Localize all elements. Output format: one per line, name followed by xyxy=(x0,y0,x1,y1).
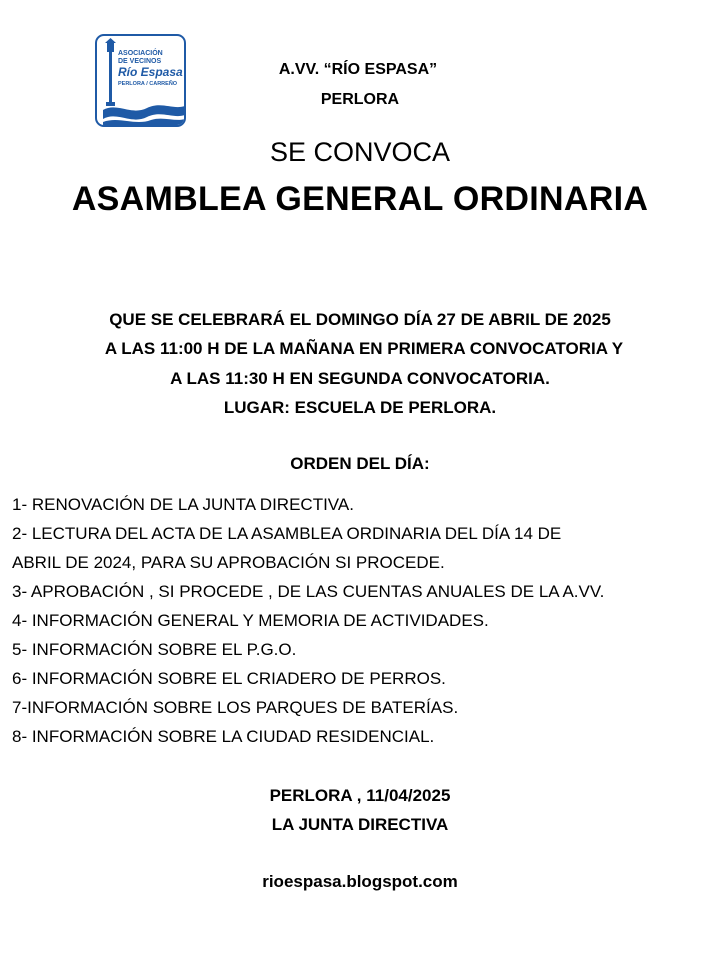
logo-text-line-1: ASOCIACIÓN xyxy=(118,50,163,57)
agenda-item: 7-INFORMACIÓN SOBRE LOS PARQUES DE BATERÍAS. xyxy=(12,698,459,717)
logo-text-line-2: DE VECINOS xyxy=(118,58,162,65)
detail-date: QUE SE CELEBRARÁ EL DOMINGO DÍA 27 DE ABRIL DE 2025 xyxy=(109,310,611,329)
agenda-item: 2- LECTURA DEL ACTA DE LA ASAMBLEA ORDINARIA DEL DÍA 14 DE xyxy=(12,524,562,543)
website-link[interactable]: rioespasa.blogspot.com xyxy=(262,872,458,891)
agenda-item: 1- RENOVACIÓN DE LA JUNTA DIRECTIVA. xyxy=(12,495,354,514)
signature-place-date: PERLORA , 11/04/2025 xyxy=(269,786,451,805)
logo-text-name: Río Espasa xyxy=(118,65,183,79)
association-logo xyxy=(95,34,186,127)
agenda-item: 6- INFORMACIÓN SOBRE EL CRIADERO DE PERROS. xyxy=(12,669,446,688)
detail-first-call: A LAS 11:00 H DE LA MAÑANA EN PRIMERA CONVOCATORIA Y xyxy=(104,339,624,358)
title-assembly: ASAMBLEA GENERAL ORDINARIA xyxy=(71,180,649,218)
title-convene: SE CONVOCA xyxy=(269,137,451,167)
logo-text-location: PERLORA / CARREÑO xyxy=(118,81,178,87)
detail-location: LUGAR: ESCUELA DE PERLORA. xyxy=(223,398,497,417)
agenda-item-continuation: ABRIL DE 2024, PARA SU APROBACIÓN SI PROCEDE. xyxy=(12,553,445,572)
agenda-heading: ORDEN DEL DÍA: xyxy=(290,454,430,473)
agenda-item: 5- INFORMACIÓN SOBRE EL P.G.O. xyxy=(12,640,297,659)
agenda-item: 8- INFORMACIÓN SOBRE LA CIUDAD RESIDENCIAL. xyxy=(12,727,435,746)
detail-second-call: A LAS 11:30 H EN SEGUNDA CONVOCATORIA. xyxy=(170,369,550,388)
header-place: PERLORA xyxy=(320,91,400,108)
header-organization: A.VV. “RÍO ESPASA” xyxy=(278,61,438,78)
agenda-item: 3- APROBACIÓN , SI PROCEDE , DE LAS CUENTAS ANUALES DE LA A.VV. xyxy=(12,582,605,601)
signature-signer: LA JUNTA DIRECTIVA xyxy=(271,815,449,834)
agenda-item: 4- INFORMACIÓN GENERAL Y MEMORIA DE ACTIVIDADES. xyxy=(12,611,489,630)
